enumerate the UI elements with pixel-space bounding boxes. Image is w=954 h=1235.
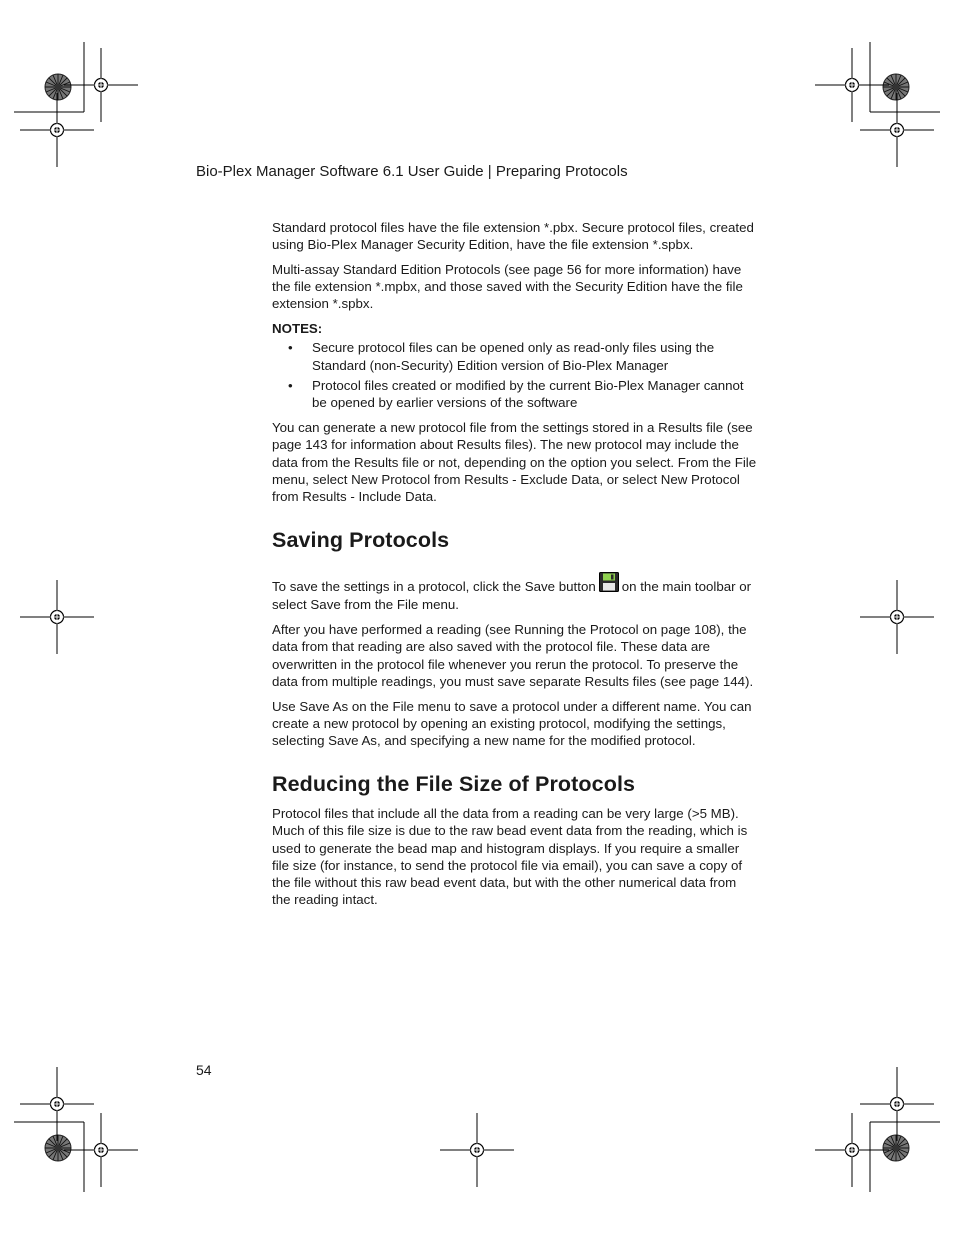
paragraph-file-size: Protocol files that include all the data from a reading can be very large (>5 MB). Much of this file size is due to the raw bead event data from the reading, which is used to generate the bead map and histogram displays. If you require a smaller file size (for instance, to send the protocol file via email), you can save a copy of the file without this raw bead event data, but with the other numerical data from the reading intact. xyxy=(272,806,748,908)
note-text: Protocol files created or modified by the current Bio-Plex Manager cannot be opened by earlier versions of the software xyxy=(312,377,744,411)
registration-mark-mid-left xyxy=(20,580,94,654)
notes-title: NOTES: xyxy=(272,321,323,337)
registration-mark-top-right xyxy=(815,42,940,167)
note-item xyxy=(272,377,758,411)
heading-reducing-file-size: Reducing the File Size of Protocols xyxy=(272,772,636,797)
paragraph-readings-saved: After you have performed a reading (see Running the Protocol on page 108), the data from that reading are also saved with the protocol file. These data are overwritten in the protocol file whenever you rerun the protocol. To preserve the data from multiple readings, you must save separate Results files (see page 144). xyxy=(272,622,754,689)
note-text: Secure protocol files can be opened only as read-only files using the Standard (non-Security) Edition version of Bio-Plex Manager xyxy=(312,340,715,373)
registration-mark-bottom-center xyxy=(440,1113,514,1187)
paragraph-multi-assay: Multi-assay Standard Edition Protocols (see page 56 for more information) have the file extension *.mpbx, and those saved with the Security Edition have the file extension *.spbx. xyxy=(272,262,743,312)
notes-list xyxy=(272,339,758,411)
registration-mark-mid-right xyxy=(860,580,934,654)
heading-saving-protocols: Saving Protocols xyxy=(272,528,450,553)
bullet: • xyxy=(288,340,293,356)
paragraph-save-button xyxy=(272,572,758,613)
floppy-disk-icon xyxy=(599,572,619,596)
note-item xyxy=(272,339,758,373)
paragraph-new-protocol-from-results: You can generate a new protocol file from the settings stored in a Results file (see page 143 for information about Results files). The new protocol may include the data from the Results file or not, depending on the option you select. From the File menu, select New Protocol from Results - Exclude Data, or select New Protocol from Results - Include Data. xyxy=(272,420,757,505)
save-text-after: on the main toolbar or select Save from the File menu. xyxy=(272,579,752,613)
paragraph-save-as: Use Save As on the File menu to save a protocol under a different name. You can create a new protocol by opening an existing protocol, modifying the settings, selecting Save As, and specifying a new name for the modified protocol. xyxy=(272,698,752,749)
registration-mark-bottom-right xyxy=(815,1067,940,1192)
page-body xyxy=(272,219,758,916)
registration-mark-top-left xyxy=(14,42,138,167)
paragraph-file-extensions: Standard protocol files have the file extension *.pbx. Secure protocol files, created using Bio-Plex Manager Security Edition, have the file extension *.spbx. xyxy=(272,220,754,253)
save-text-before: To save the settings in a protocol, click the Save button xyxy=(272,579,596,595)
registration-mark-bottom-left xyxy=(14,1067,138,1192)
page-number: 54 xyxy=(196,1062,212,1078)
bullet: • xyxy=(288,377,293,393)
running-header: Bio-Plex Manager Software 6.1 User Guide | Preparing Protocols xyxy=(196,163,628,180)
